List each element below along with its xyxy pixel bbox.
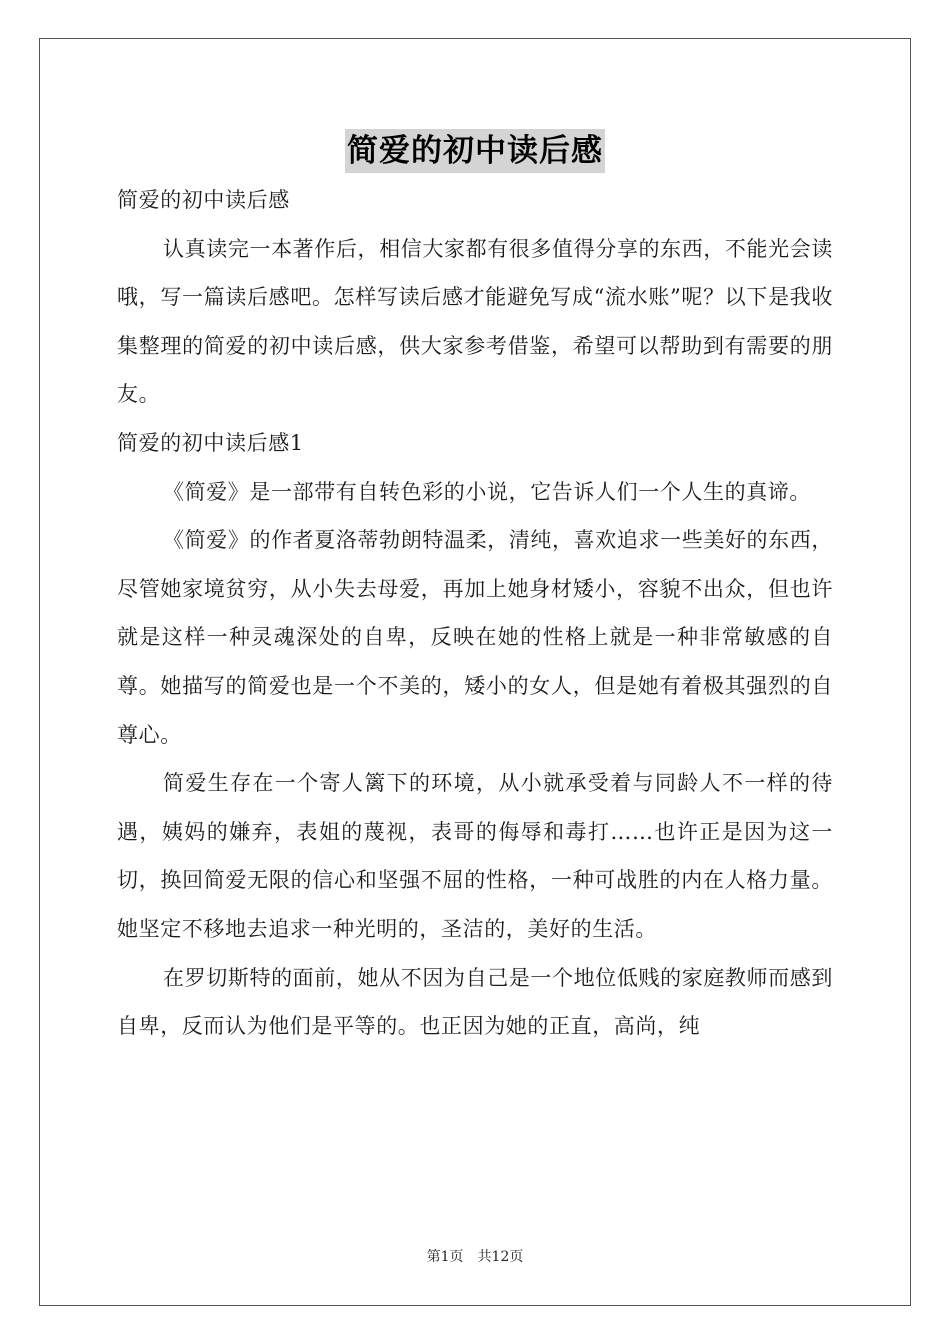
document-title [0,126,950,174]
page-total: 共12页 [477,1249,524,1265]
paragraph-body: 《简爱》是一部带有自转色彩的小说，它告诉人们一个人生的真谛。 [163,479,811,504]
paragraph-body: 《简爱》的作者夏洛蒂勃朗特温柔，清纯，喜欢追求一些美好的东西，尽管她家境贫穷，从小失去母爱，再加上她身材矮小，容貌不出众，但也许就是这样一种灵魂深处的自卑，反映在她的性格上就是一种非常敏感的自尊。她描写的简爱也是一个不美的，矮小的女人，但是她有着极其强烈的自尊心。 [117,528,833,747]
paragraph-body: 在罗切斯特的面前，她从不因为自己是一个地位低贱的家庭教师而感到自卑，反而认为他们是平等的。也正因为她的正直，高尚，纯 [117,965,833,1039]
paragraph-intro: 认真读完一本著作后，相信大家都有很多值得分享的东西，不能光会读哦，写一篇读后感吧。怎样写读后感才能避免写成“流水账”呢？以下是我收集整理的简爱的初中读后感，供大家参考借鉴，希望可以帮助到有需要的朋友。 [117,236,833,407]
paragraph-body: 简爱生存在一个寄人篱下的环境，从小就承受着与同龄人不一样的待遇，姨妈的嫌弃，表姐的蔑视，表哥的侮辱和毒打……也许正是因为这一切，换回简爱无限的信心和坚强不屈的性格，一种可战胜的内在人格力量。她坚定不移地去追求一种光明的，圣洁的，美好的生活。 [117,771,833,941]
page-number: 第1页 [426,1249,464,1265]
document-title-text: 简爱的初中读后感 [345,129,605,173]
page-footer [0,1246,950,1266]
paragraph-subtitle: 简爱的初中读后感 [117,188,290,212]
document-body [117,176,833,1051]
section-heading-1: 简爱的初中读后感1 [117,430,304,455]
